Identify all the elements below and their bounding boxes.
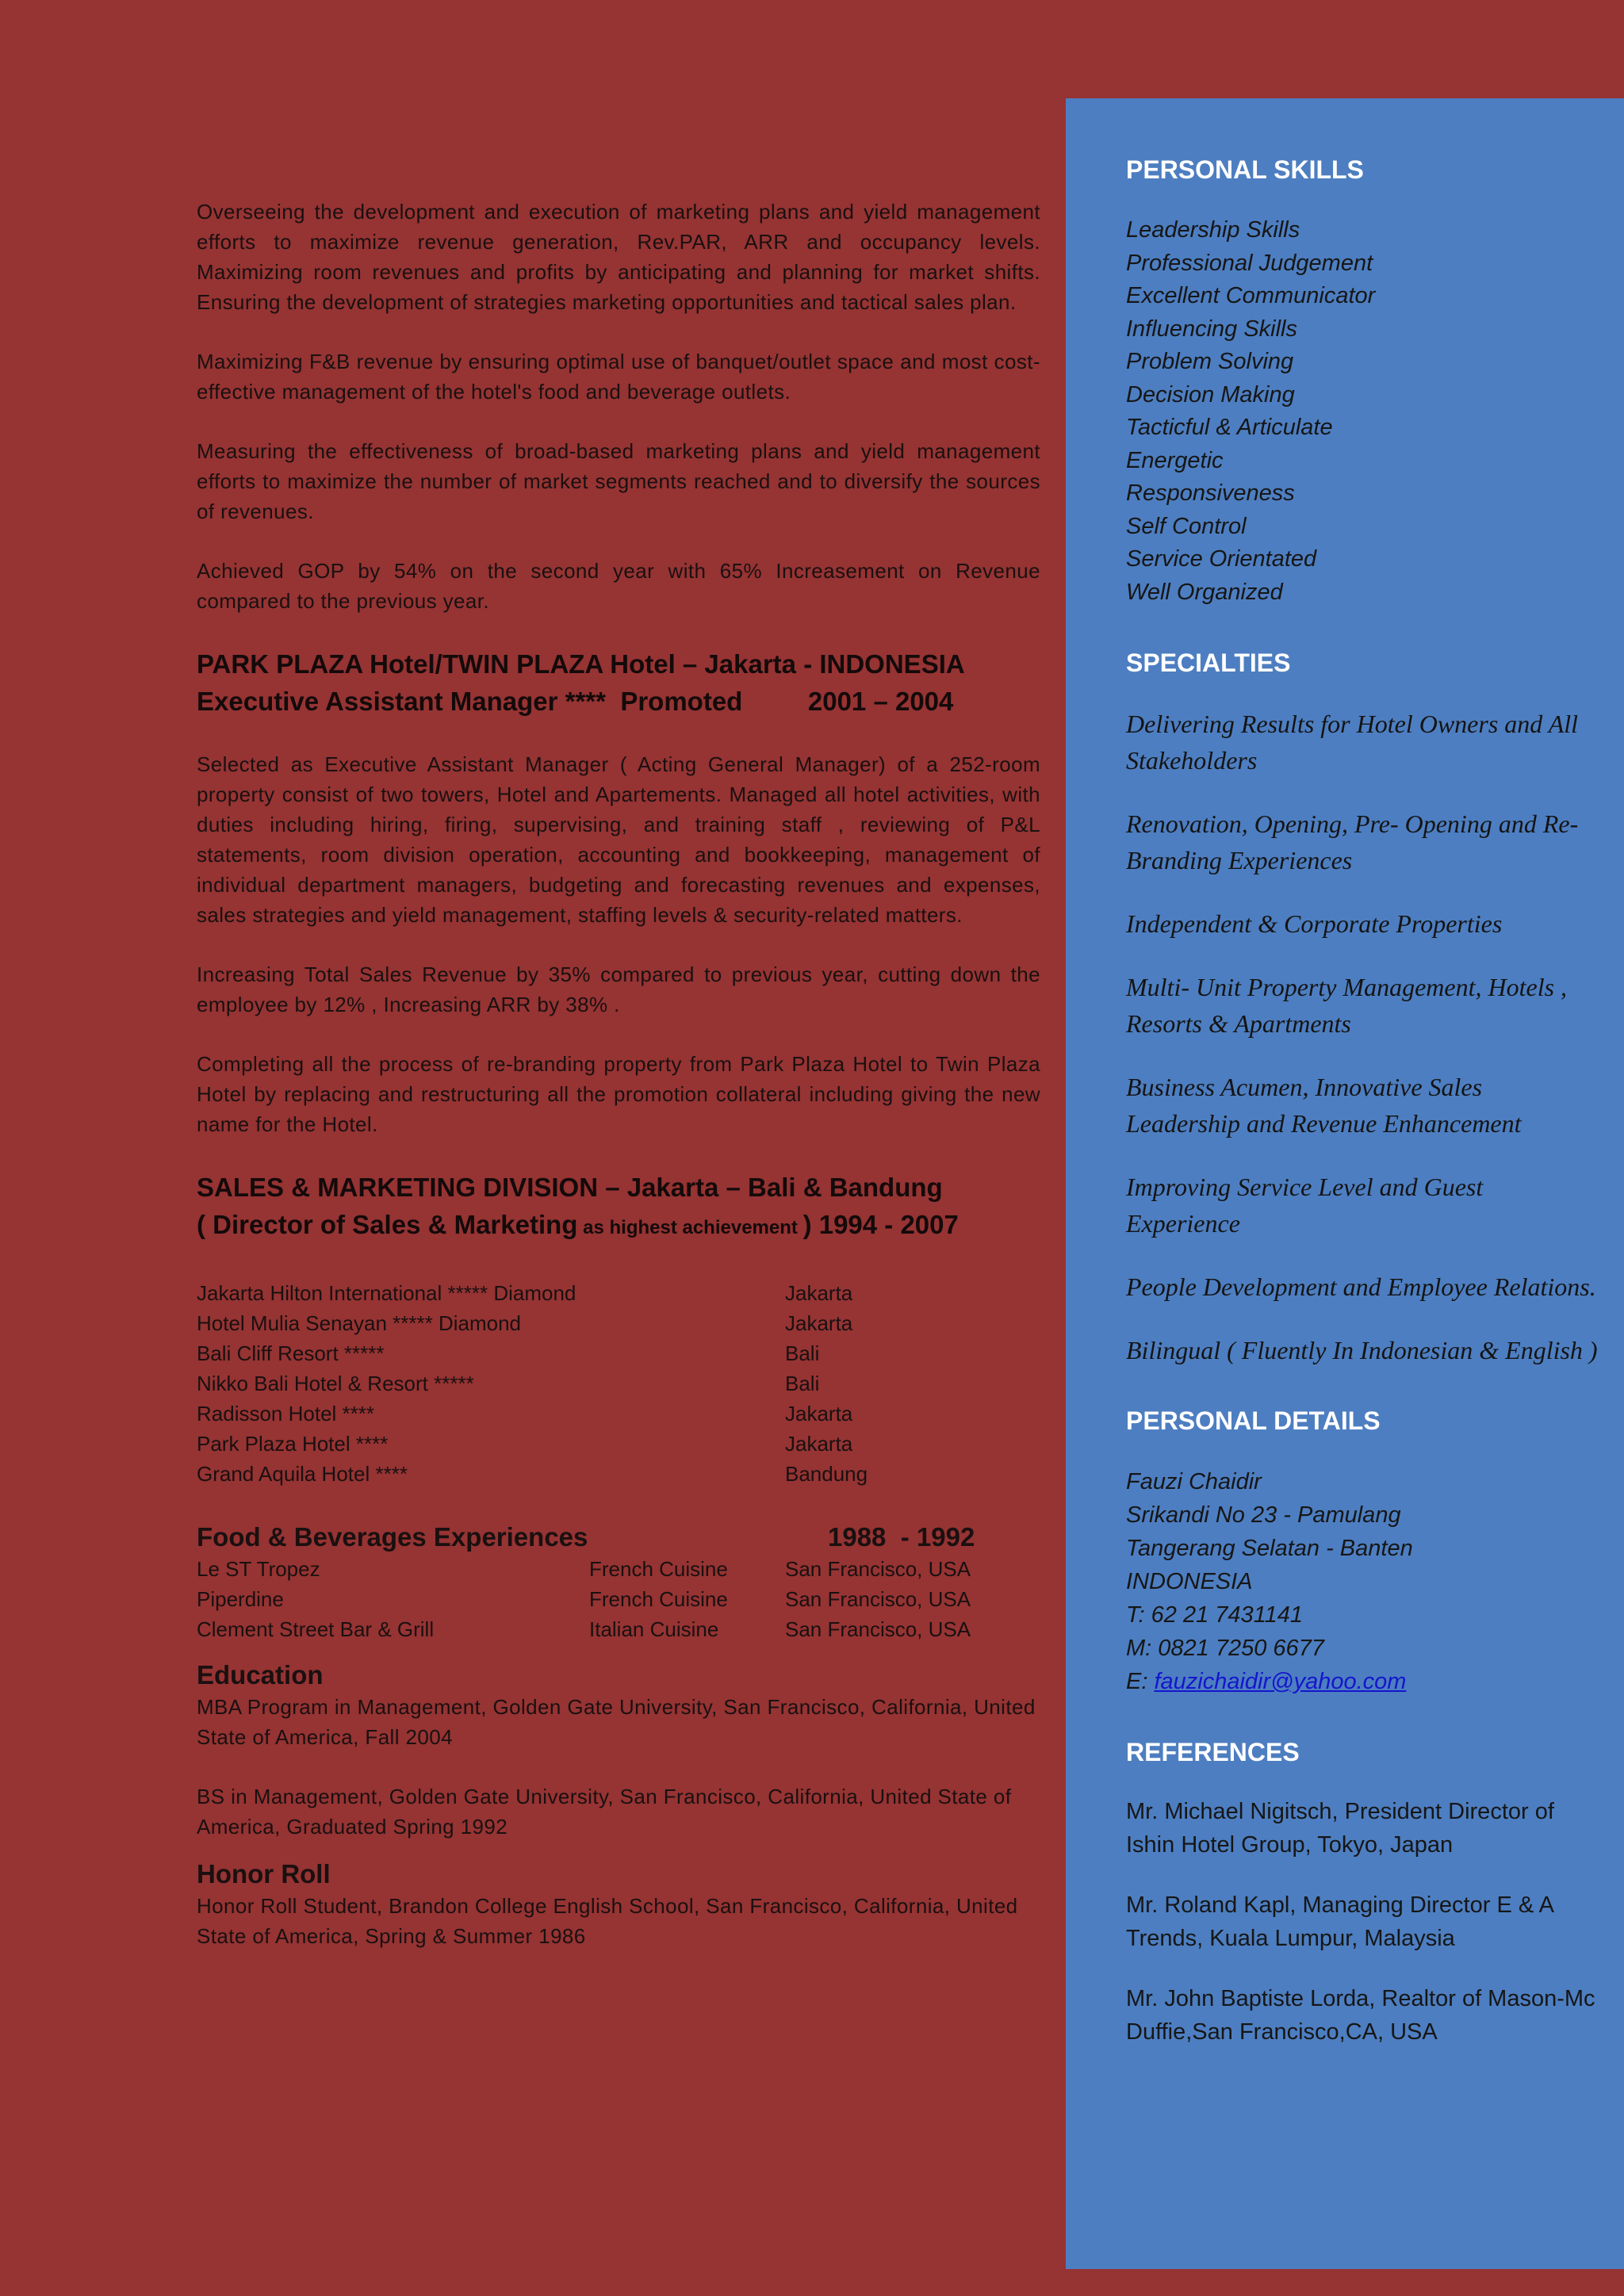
fb-city: San Francisco, USA [785,1617,971,1641]
detail-address-1: Srikandi No 23 - Pamulang [1126,1502,1401,1528]
fb-title: Food & Beverages Experiences [197,1522,588,1552]
sales-role-note: as highest achievement [577,1217,803,1238]
hotel-name: Jakarta Hilton International ***** Diamond [197,1281,576,1305]
sales-role [197,1206,1040,1246]
fb-row [197,1584,1040,1614]
sales-heading [197,1169,1040,1246]
hotel-row [197,1429,1040,1459]
personal-details-title: PERSONAL DETAILS [1126,1406,1381,1435]
sidebar [1066,98,1624,2269]
honor-roll-text: Honor Roll Student, Brandon College English School, San Francisco, California, United State of America, Spring & Summer 1986 [197,1894,1018,1948]
skill-item: Tacticful & Articulate [1126,415,1333,440]
hotel-row [197,1278,1040,1308]
hotel-name: Hotel Mulia Senayan ***** Diamond [197,1311,522,1335]
skill-item: Energetic [1126,447,1224,473]
detail-name: Fauzi Chaidir [1126,1469,1262,1494]
hotel-name: Park Plaza Hotel **** [197,1432,389,1456]
park-plaza-paragraph: Selected as Executive Assistant Manager ( Acting General Manager) of a 252-room property consist of two towers, Hotel and Apartements. Managed all hotel activities, with duties including hiring, firing, supervising, and training staff , reviewing of P&L statements, room division operation, accounting and bookkeeping, management of individual department managers, budgeting and forecasting revenues and expenses, sales strategies and yield management, staffing levels & security-related matters. [197,752,1040,927]
park-plaza-heading [197,645,1040,720]
email-link[interactable]: fauzichaidir@yahoo.com [1154,1669,1407,1694]
skill-item: Problem Solving [1126,349,1294,374]
sales-role-years: ) 1994 - 2007 [802,1210,959,1239]
intro-paragraph: Overseeing the development and execution of marketing plans and yield management efforts to maximize revenue generation, Rev.PAR, ARR and occupancy levels. Maximizing room revenues and profits by anticipating and planning for market shifts. Ensuring the development of strategies marketing opportunities and tactical sales plan. [197,200,1040,314]
skill-item: Decision Making [1126,381,1295,408]
reference-item: Mr. John Baptiste Lorda, Realtor of Mason-Mc Duffie,San Francisco,CA, USA [1126,1986,1595,2045]
references-title: REFERENCES [1126,1738,1300,1766]
skill-item: Self Control [1126,513,1247,539]
intro-paragraph: Measuring the effectiveness of broad-based marketing plans and yield management efforts to maximize the number of market segments reached and to diversify the sources of revenues. [197,439,1040,523]
fb-heading [197,1521,1040,1554]
park-plaza-title: PARK PLAZA Hotel/TWIN PLAZA Hotel – Jakarta - INDONESIA [197,649,965,679]
hotel-row [197,1399,1040,1429]
skills-list [1126,214,1602,609]
fb-name: Le ST Tropez [197,1557,320,1581]
skill-item: Responsiveness [1126,480,1295,506]
fb-row [197,1614,1040,1644]
education-item: MBA Program in Management, Golden Gate University, San Francisco, California, United State of America, Fall 2004 [197,1695,1036,1749]
intro-paragraph: Achieved GOP by 54% on the second year with 65% Increasement on Revenue compared to the previous year. [197,559,1040,613]
hotel-city: Bali [785,1372,820,1395]
specialty-item: Business Acumen, Innovative Sales Leadership and Revenue Enhancement [1126,1073,1522,1138]
skill-item: Service Orientated [1126,546,1317,572]
reference-item: Mr. Roland Kapl, Managing Director E & A Trends, Kuala Lumpur, Malaysia [1126,1892,1553,1951]
fb-cuisine: French Cuisine [589,1587,728,1611]
detail-address-2: Tangerang Selatan - Banten [1126,1536,1413,1561]
education-title: Education [197,1660,324,1689]
specialty-item: Renovation, Opening, Pre- Opening and Re-Branding Experiences [1126,809,1579,874]
fb-name: Clement Street Bar & Grill [197,1617,435,1641]
skill-item: Influencing Skills [1126,316,1297,342]
hotel-name: Grand Aquila Hotel **** [197,1462,408,1486]
specialty-item: Multi- Unit Property Management, Hotels , Resorts & Apartments [1126,973,1568,1038]
detail-country: INDONESIA [1126,1569,1253,1594]
sales-role-main: ( Director of Sales & Marketing [197,1210,578,1239]
specialty-item: Improving Service Level and Guest Experience [1126,1173,1484,1238]
specialty-item: Bilingual ( Fluently In Indonesian & English ) [1126,1336,1598,1364]
hotel-name: Bali Cliff Resort ***** [197,1341,385,1365]
hotel-row [197,1459,1040,1489]
detail-mobile: M: 0821 7250 6677 [1126,1636,1324,1661]
reference-item: Mr. Michael Nigitsch, President Director of Ishin Hotel Group, Tokyo, Japan [1126,1799,1554,1858]
skill-item: Professional Judgement [1126,250,1373,276]
hotel-city: Bali [785,1341,820,1365]
detail-email-row [1126,1665,1602,1698]
education-item: BS in Management, Golden Gate University, San Francisco, California, United State of America, Graduated Spring 1992 [197,1785,1012,1839]
fb-years: 1988 - 1992 [828,1522,975,1552]
hotel-list [197,1278,1040,1489]
specialties-list [1126,706,1602,1368]
fb-list [197,1554,1040,1644]
main-column [197,197,1040,1980]
specialty-item: Delivering Results for Hotel Owners and All Stakeholders [1126,710,1579,775]
fb-cuisine: French Cuisine [589,1557,728,1581]
fb-city: San Francisco, USA [785,1557,971,1581]
fb-cuisine: Italian Cuisine [589,1617,719,1641]
park-plaza-role: Executive Assistant Manager **** Promoted 2001 – 2004 [197,687,954,716]
fb-row [197,1554,1040,1584]
park-plaza-paragraph: Increasing Total Sales Revenue by 35% compared to previous year, cutting down the employee by 12% , Increasing ARR by 38% . [197,962,1040,1016]
hotel-city: Jakarta [785,1402,853,1425]
hotel-city: Jakarta [785,1311,853,1335]
detail-phone: T: 62 21 7431141 [1126,1602,1304,1628]
detail-email-label: E: [1126,1669,1155,1694]
fb-city: San Francisco, USA [785,1587,971,1611]
hotel-row [197,1338,1040,1368]
skills-title: PERSONAL SKILLS [1126,155,1364,184]
fb-name: Piperdine [197,1587,284,1611]
specialties-title: SPECIALTIES [1126,649,1291,677]
park-plaza-paragraph: Completing all the process of re-branding property from Park Plaza Hotel to Twin Plaza Hotel by replacing and restructuring all the promotion collateral including giving the new name for the Hotel. [197,1052,1040,1136]
skill-item: Excellent Communicator [1126,283,1376,308]
references-list [1126,1795,1602,2049]
personal-details [1126,1465,1602,1698]
hotel-city: Jakarta [785,1281,853,1305]
skill-item: Well Organized [1126,579,1283,605]
hotel-row [197,1308,1040,1338]
honor-roll-title: Honor Roll [197,1859,331,1888]
sales-title: SALES & MARKETING DIVISION – Jakarta – Bali & Bandung [197,1173,943,1202]
specialty-item: People Development and Employee Relations. [1126,1272,1596,1301]
skill-item: Leadership Skills [1126,217,1300,243]
intro-paragraph: Maximizing F&B revenue by ensuring optimal use of banquet/outlet space and most cost-effective management of the hotel's food and beverage outlets. [197,350,1040,404]
hotel-city: Jakarta [785,1432,853,1456]
hotel-row [197,1368,1040,1399]
hotel-name: Nikko Bali Hotel & Resort ***** [197,1372,474,1395]
hotel-city: Bandung [785,1462,868,1486]
hotel-name: Radisson Hotel **** [197,1402,375,1425]
specialty-item: Independent & Corporate Properties [1126,909,1503,938]
